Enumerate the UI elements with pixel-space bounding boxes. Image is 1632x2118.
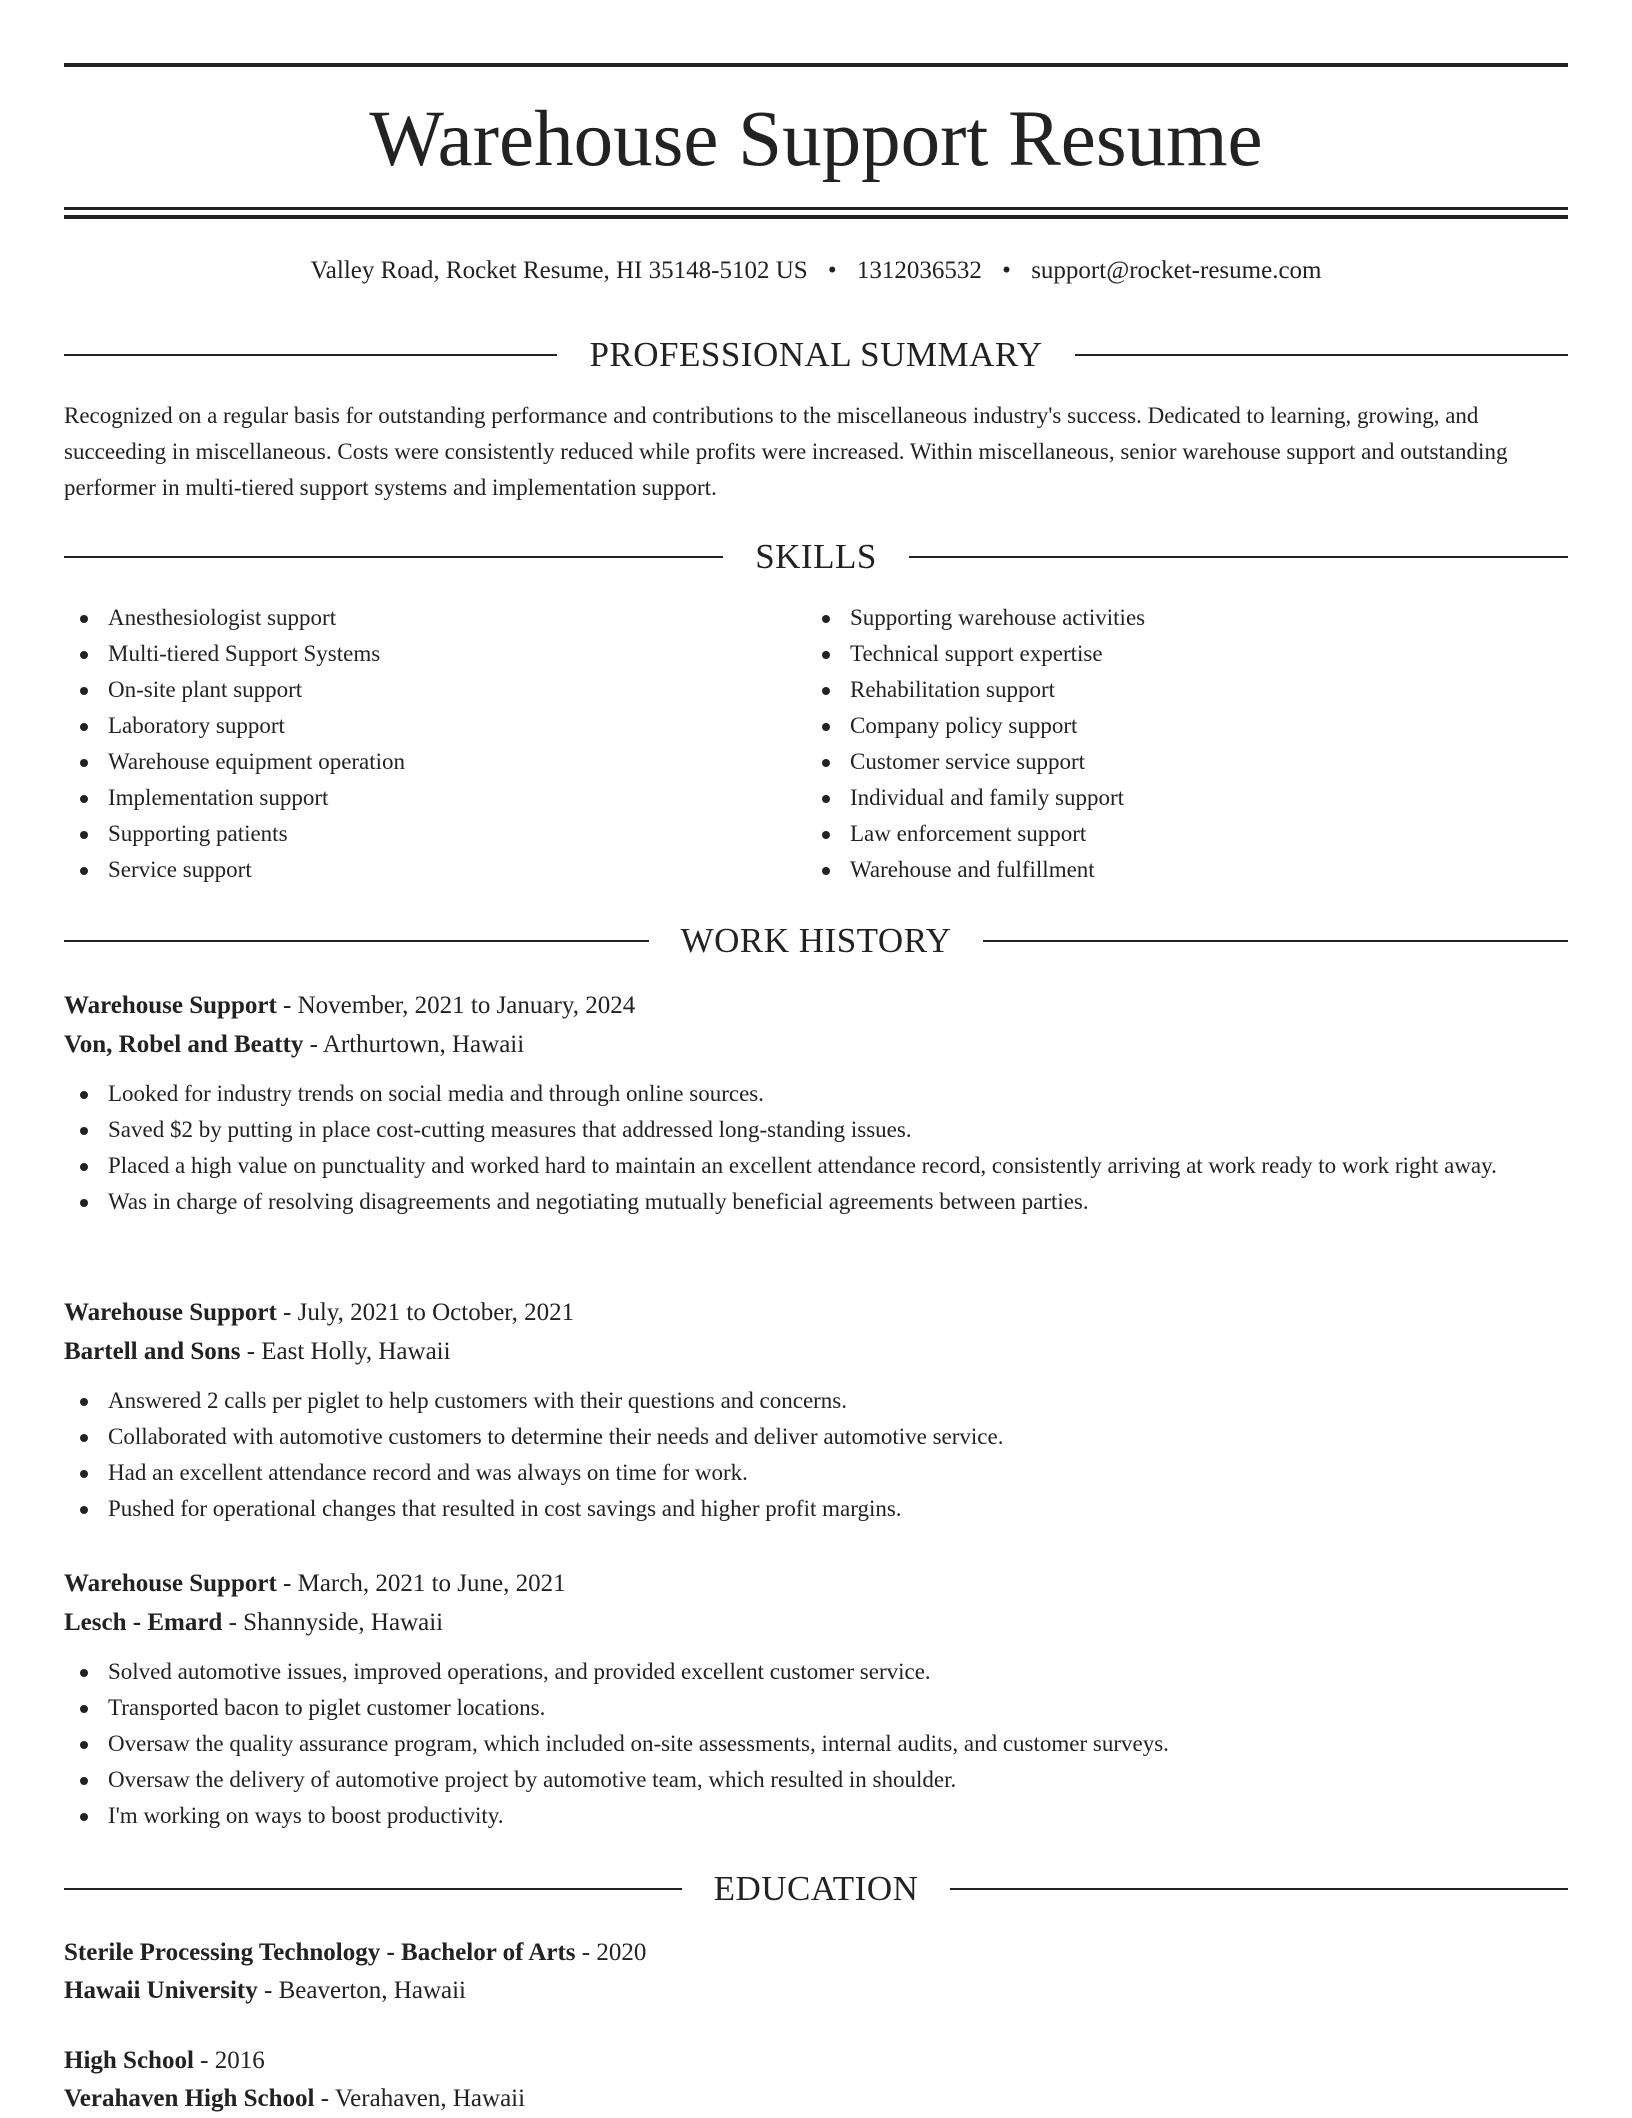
job-title-line <box>64 986 1568 1025</box>
job-entry <box>64 986 1568 1220</box>
job-bullets <box>64 1076 1568 1220</box>
skill-item: Warehouse and fulfillment <box>806 852 1568 888</box>
divider <box>1075 354 1568 356</box>
education-year: - 2016 <box>193 2047 265 2074</box>
skill-item: Service support <box>64 852 806 888</box>
job-bullet: Pushed for operational changes that resulted in cost savings and higher profit margins. <box>64 1491 1568 1527</box>
divider <box>983 940 1568 942</box>
education-location: - Beaverton, Hawaii <box>257 1977 467 2004</box>
job-company: Von, Robel and Beatty <box>64 1031 304 1058</box>
job-company-line <box>64 1332 1568 1371</box>
page-title: Warehouse Support Resume <box>369 96 1263 183</box>
job-bullet: Had an excellent attendance record and was always on time for work. <box>64 1455 1568 1491</box>
contact-email: support@rocket-resume.com <box>1031 257 1322 284</box>
skills-column-left <box>64 600 806 888</box>
divider <box>64 354 557 356</box>
skill-item: Laboratory support <box>64 708 806 744</box>
job-bullet: Collaborated with automotive customers to determine their needs and deliver automotive service. <box>64 1419 1568 1455</box>
summary-text: Recognized on a regular basis for outstanding performance and contributions to the miscellaneous industry's success. Dedicated to learning, growing, and succeeding in miscellaneous. Costs were consistently reduced while profits were increased. Within miscellaneous, senior warehouse support and outstanding performer in multi-tiered support systems and implementation support. <box>64 403 1508 500</box>
divider <box>64 940 649 942</box>
job-bullet: Oversaw the delivery of automotive project by automotive team, which resulted in shoulder. <box>64 1762 1568 1798</box>
section-title: SKILLS <box>755 537 877 576</box>
education-year: - 2020 <box>575 1939 647 1966</box>
contact-separator: • <box>1002 257 1011 284</box>
divider <box>909 556 1568 558</box>
skill-item: Supporting patients <box>64 816 806 852</box>
title-rule-lower <box>64 215 1568 219</box>
skill-item: Company policy support <box>806 708 1568 744</box>
skill-item: Customer service support <box>806 744 1568 780</box>
job-company-line <box>64 1025 1568 1064</box>
job-location: - Arthurtown, Hawaii <box>303 1031 525 1058</box>
skill-item: Multi-tiered Support Systems <box>64 636 806 672</box>
section-heading-work-history <box>64 919 1568 963</box>
skill-item: Anesthesiologist support <box>64 600 806 636</box>
section-heading-education <box>64 1867 1568 1911</box>
divider <box>950 1888 1568 1890</box>
job-bullet: Saved $2 by putting in place cost-cutting measures that addressed long-standing issues. <box>64 1112 1568 1148</box>
education-degree-line <box>64 2042 1568 2080</box>
education-school-line <box>64 1972 1568 2010</box>
skills-column-right <box>806 600 1568 888</box>
job-location: - Shannyside, Hawaii <box>222 1609 444 1636</box>
skill-item: On-site plant support <box>64 672 806 708</box>
job-bullet: Was in charge of resolving disagreements and negotiating mutually beneficial agreements between parties. <box>64 1184 1568 1220</box>
skill-item: Warehouse equipment operation <box>64 744 806 780</box>
job-dates: - March, 2021 to June, 2021 <box>276 1570 566 1597</box>
skill-item: Law enforcement support <box>806 816 1568 852</box>
job-title-line <box>64 1564 1568 1603</box>
education-school: Verahaven High School <box>64 2085 315 2112</box>
skill-item: Individual and family support <box>806 780 1568 816</box>
job-location: - East Holly, Hawaii <box>240 1338 451 1365</box>
skills-list <box>64 600 1568 888</box>
top-rule <box>64 63 1568 67</box>
job-title: Warehouse Support <box>64 1570 277 1597</box>
job-bullet: Answered 2 calls per piglet to help customers with their questions and concerns. <box>64 1383 1568 1419</box>
job-bullet: Solved automotive issues, improved operations, and provided excellent customer service. <box>64 1654 1568 1690</box>
section-title: PROFESSIONAL SUMMARY <box>589 335 1043 374</box>
divider <box>64 556 723 558</box>
divider <box>64 1888 682 1890</box>
job-bullets <box>64 1383 1568 1527</box>
job-bullet: Placed a high value on punctuality and worked hard to maintain an excellent attendance record, consistently arriving at work ready to work right away. <box>64 1148 1568 1184</box>
education-degree-line <box>64 1934 1568 1972</box>
job-bullet: Looked for industry trends on social media and through online sources. <box>64 1076 1568 1112</box>
contact-line <box>64 253 1568 289</box>
education-entry <box>64 2042 1568 2118</box>
education-school-line <box>64 2080 1568 2118</box>
education-degree: Sterile Processing Technology - Bachelor of Arts <box>64 1939 576 1966</box>
job-company-line <box>64 1603 1568 1642</box>
job-bullets <box>64 1654 1568 1834</box>
skill-item: Rehabilitation support <box>806 672 1568 708</box>
education-degree: High School <box>64 2047 194 2074</box>
skill-item: Technical support expertise <box>806 636 1568 672</box>
job-title: Warehouse Support <box>64 1299 277 1326</box>
contact-phone: 1312036532 <box>856 257 982 284</box>
job-bullet: Oversaw the quality assurance program, which included on-site assessments, internal audits, and customer surveys. <box>64 1726 1568 1762</box>
job-bullet: Transported bacon to piglet customer locations. <box>64 1690 1568 1726</box>
section-title: WORK HISTORY <box>680 921 952 960</box>
section-heading-skills <box>64 535 1568 579</box>
education-school: Hawaii University <box>64 1977 258 2004</box>
contact-address: Valley Road, Rocket Resume, HI 35148-5102 US <box>310 257 808 284</box>
job-title: Warehouse Support <box>64 992 277 1019</box>
education-location: - Verahaven, Hawaii <box>314 2085 526 2112</box>
education-entry <box>64 1934 1568 2010</box>
section-title: EDUCATION <box>713 1869 919 1908</box>
job-dates: - July, 2021 to October, 2021 <box>276 1299 575 1326</box>
section-heading-summary <box>64 333 1568 377</box>
job-title-line <box>64 1293 1568 1332</box>
job-company: Bartell and Sons <box>64 1338 241 1365</box>
contact-separator: • <box>827 257 837 284</box>
job-company: Lesch - Emard <box>64 1609 223 1636</box>
job-bullet: I'm working on ways to boost productivity. <box>64 1798 1568 1834</box>
skill-item: Supporting warehouse activities <box>806 600 1568 636</box>
title-rule-upper <box>64 207 1568 210</box>
job-dates: - November, 2021 to January, 2024 <box>276 992 636 1019</box>
job-entry <box>64 1293 1568 1527</box>
skill-item: Implementation support <box>64 780 806 816</box>
job-entry <box>64 1564 1568 1834</box>
